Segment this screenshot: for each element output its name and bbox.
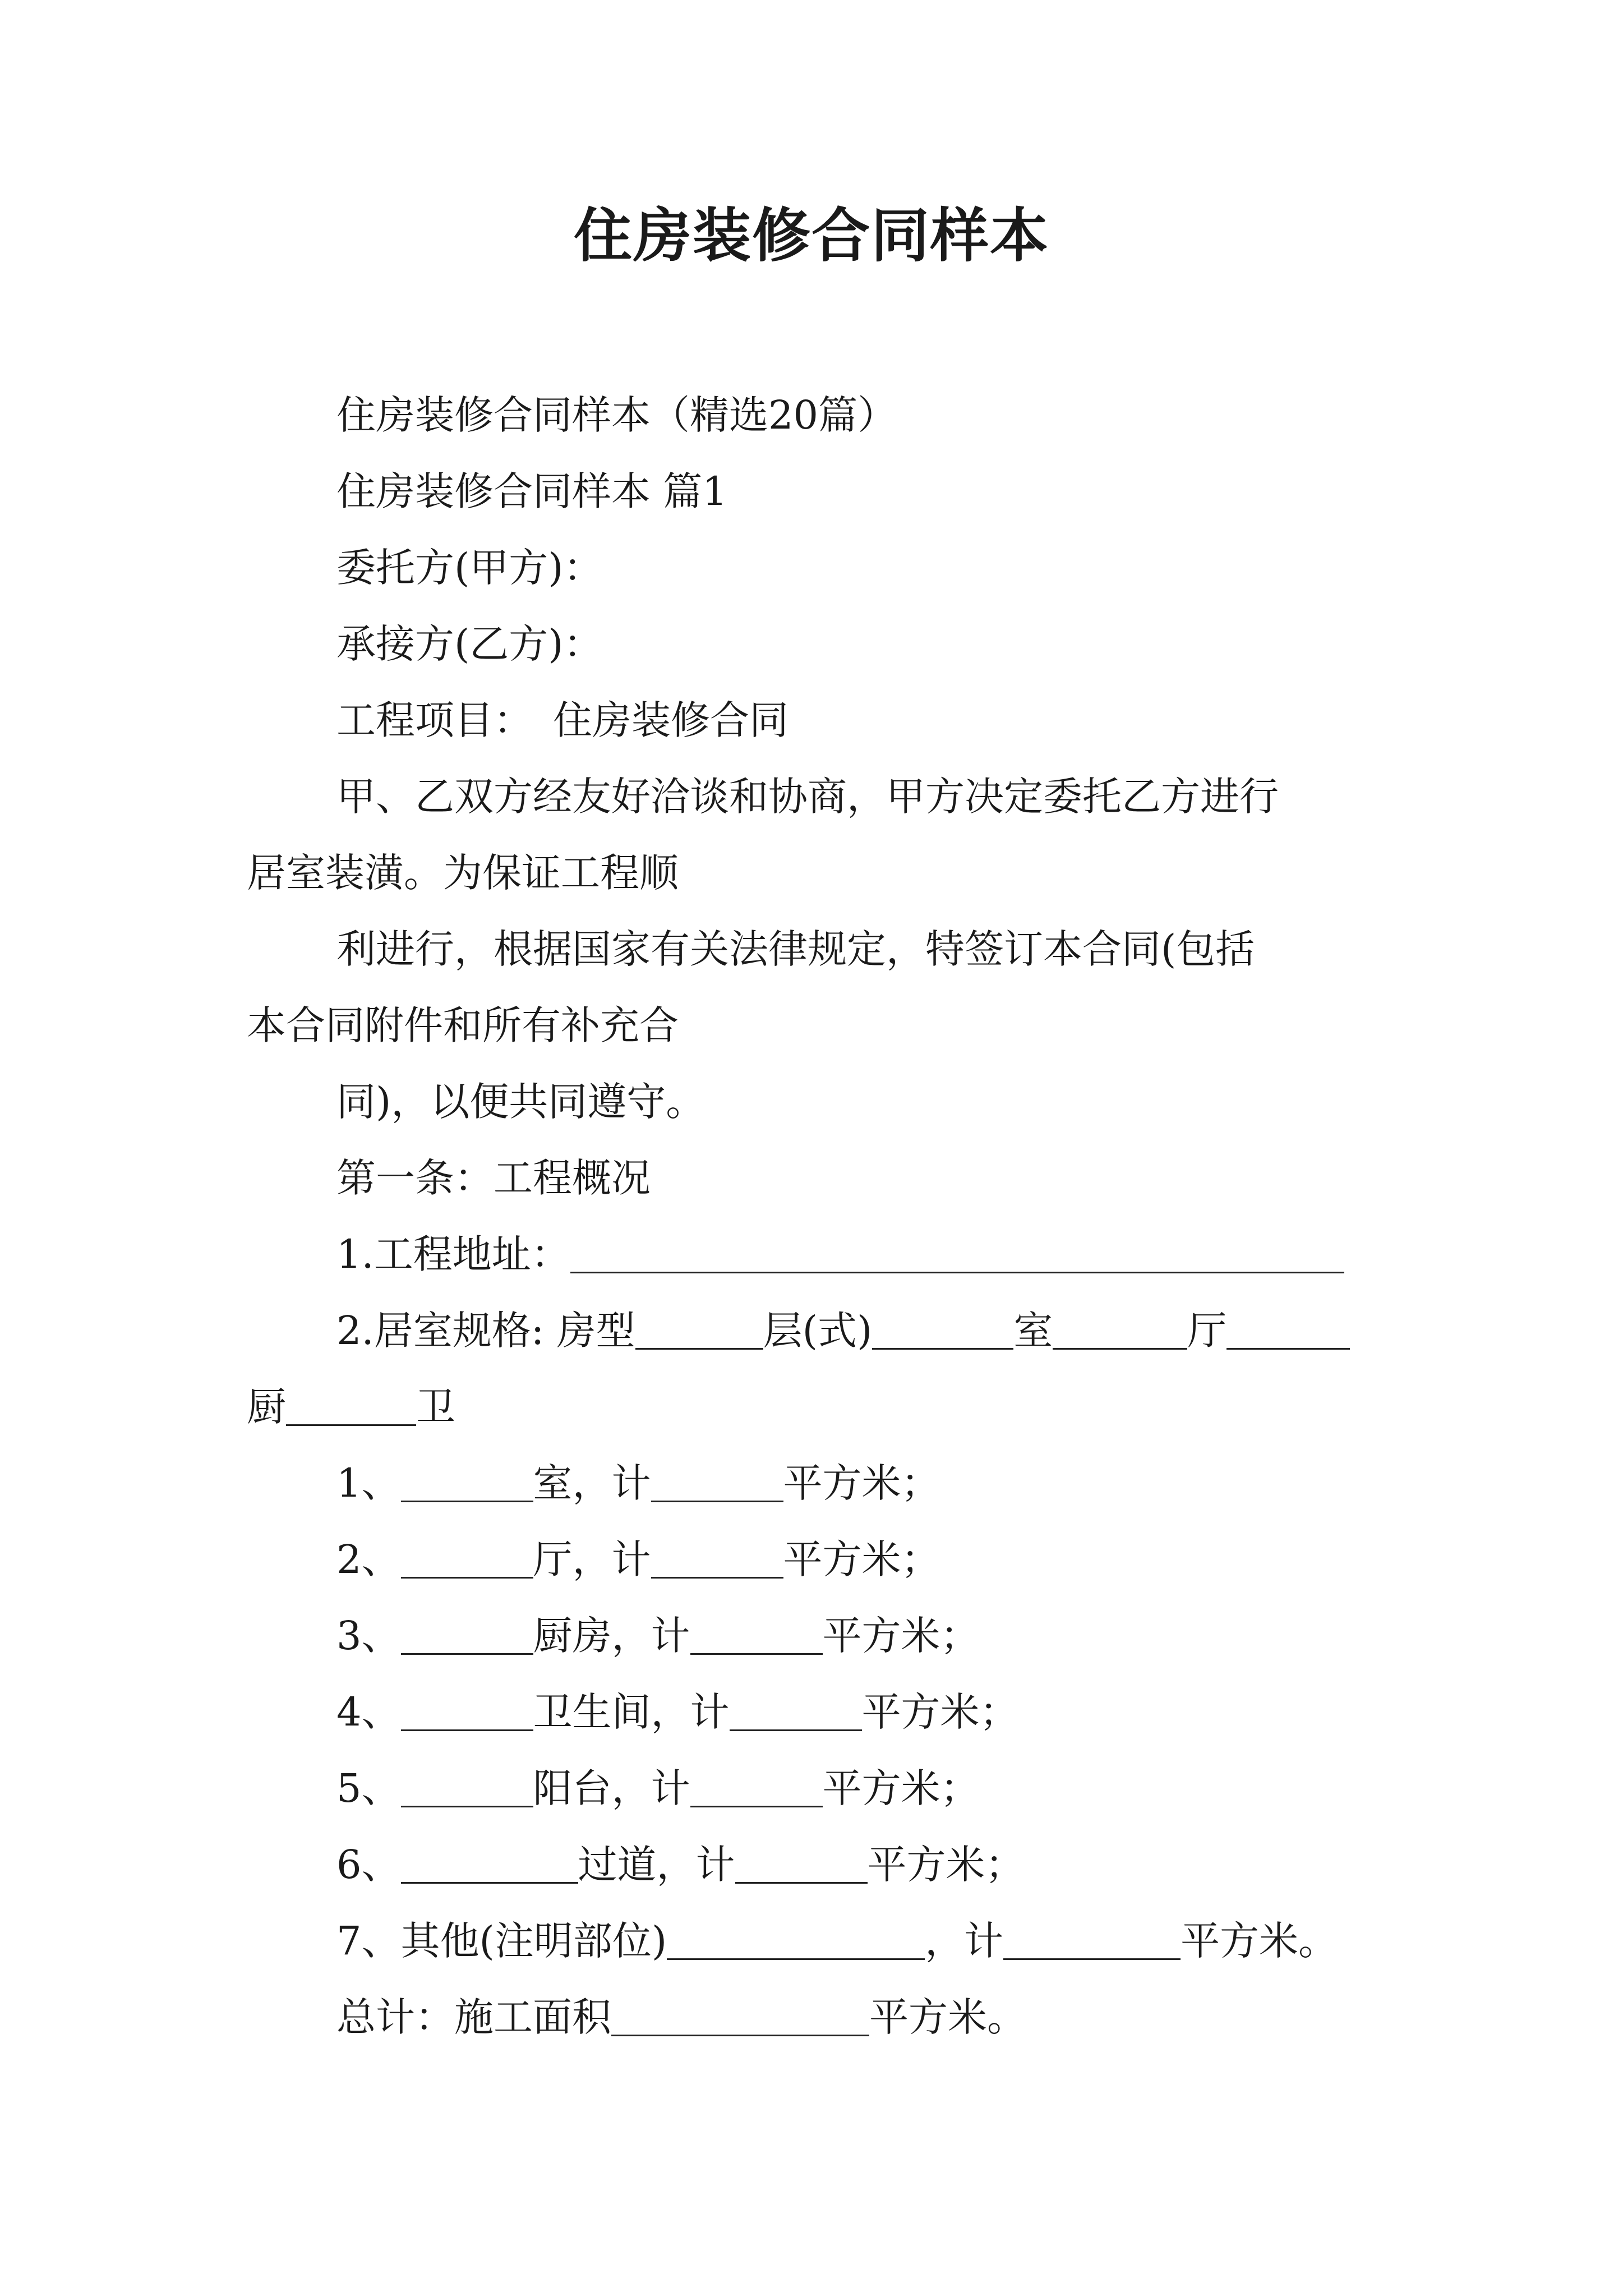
item-calc: ，计 <box>572 1460 651 1506</box>
area-blank <box>690 1612 823 1655</box>
list-item <box>247 1750 1368 1826</box>
project-line <box>247 682 1368 758</box>
item-number: 3、 <box>336 1613 401 1659</box>
item-blank <box>401 1535 533 1579</box>
item-number: 4、 <box>336 1689 401 1735</box>
hall-blank <box>1227 1306 1350 1350</box>
total-area-blank <box>611 1993 869 2036</box>
item-name: 厅 <box>533 1536 573 1582</box>
other-part-blank <box>667 1917 925 1960</box>
item-unit: 平方米； <box>822 1613 980 1659</box>
address-line <box>247 1216 1368 1292</box>
item-blank <box>401 1841 578 1884</box>
project-value: 住房装修合同 <box>553 697 789 743</box>
other-line <box>247 1903 1368 1979</box>
total-unit: 平方米。 <box>869 1994 1026 2040</box>
item-calc: ，计 <box>572 1536 651 1582</box>
item-name: 厨房 <box>533 1613 612 1659</box>
item-unit: 平方米； <box>783 1460 940 1506</box>
kitchen-blank <box>286 1383 416 1426</box>
intro-line-4: 本合同附件和所有补充合 <box>247 1002 679 1048</box>
party-a-line: 委托方(甲方)： <box>336 545 603 591</box>
area-blank <box>690 1764 823 1807</box>
spec-house-type: 房型 <box>556 1308 635 1354</box>
item-calc: ，计 <box>656 1842 735 1888</box>
item-number: 6、 <box>336 1842 401 1888</box>
area-blank <box>730 1688 862 1731</box>
document-subtitle: 住房装修合同样本（精选20篇） <box>336 392 897 438</box>
item-unit: 平方米； <box>867 1842 1025 1888</box>
item-number: 5、 <box>336 1765 401 1811</box>
list-item <box>247 1598 1368 1674</box>
item-unit: 平方米； <box>861 1689 1019 1735</box>
item-name: 阳台 <box>533 1765 612 1811</box>
item-unit: 平方米； <box>822 1765 980 1811</box>
area-blank <box>735 1841 868 1884</box>
spec-room: 室 <box>1013 1308 1053 1354</box>
list-item <box>247 1674 1368 1750</box>
party-b-line: 承接方(乙方)： <box>336 621 603 667</box>
house-type-blank <box>635 1306 763 1350</box>
item-name: 过道 <box>578 1842 657 1888</box>
address-blank <box>570 1230 1344 1273</box>
area-blank <box>651 1535 783 1579</box>
item-blank <box>401 1459 533 1502</box>
intro-line-1: 甲、乙双方经友好洽谈和协商，甲方决定委托乙方进行 <box>336 774 1279 820</box>
item-blank <box>401 1764 533 1807</box>
list-item <box>247 1445 1368 1521</box>
item-blank <box>401 1688 533 1731</box>
spec-bathroom: 卫 <box>416 1384 455 1430</box>
spec-line <box>247 1292 1368 1369</box>
item-calc: ，计 <box>611 1765 690 1811</box>
article1-heading: 第一条：工程概况 <box>336 1155 651 1201</box>
other-calc: ，计 <box>925 1918 1004 1964</box>
address-label: 1.工程地址： <box>336 1231 570 1277</box>
project-label: 工程项目： <box>336 697 533 743</box>
intro-line-5: 同)，以便共同遵守。 <box>336 1079 706 1125</box>
floor-blank <box>872 1306 1013 1350</box>
item-unit: 平方米； <box>783 1536 940 1582</box>
spec-label: 2.居室规格: <box>336 1308 545 1354</box>
item-calc: ，计 <box>651 1689 730 1735</box>
total-prefix: 总计：施工面积 <box>336 1994 611 2040</box>
area-blank <box>651 1459 783 1502</box>
spec-kitchen: 厨 <box>247 1384 286 1430</box>
other-area-blank <box>1003 1917 1181 1960</box>
intro-line-2: 居室装潢。为保证工程顺 <box>247 850 679 896</box>
spec-line-2 <box>247 1369 1368 1445</box>
intro-line-3: 利进行，根据国家有关法律规定，特签订本合同(包括 <box>336 926 1255 972</box>
item-number: 1、 <box>336 1460 401 1506</box>
other-prefix: 7、其他(注明部位) <box>336 1918 667 1964</box>
item-name: 卫生间 <box>533 1689 651 1735</box>
spec-hall: 厅 <box>1187 1308 1227 1354</box>
document-body <box>247 377 1368 2055</box>
item-number: 2、 <box>336 1536 401 1582</box>
item-name: 室 <box>533 1460 573 1506</box>
list-item <box>247 1521 1368 1598</box>
room-blank <box>1053 1306 1187 1350</box>
section-heading: 住房装修合同样本 篇1 <box>336 468 727 514</box>
document-title: 住房装修合同样本 <box>573 201 1049 270</box>
spec-floor: 层(式) <box>763 1308 873 1354</box>
other-unit: 平方米。 <box>1181 1918 1338 1964</box>
total-line <box>247 1979 1368 2055</box>
item-calc: ，计 <box>611 1613 690 1659</box>
list-item <box>247 1826 1368 1903</box>
item-blank <box>401 1612 533 1655</box>
